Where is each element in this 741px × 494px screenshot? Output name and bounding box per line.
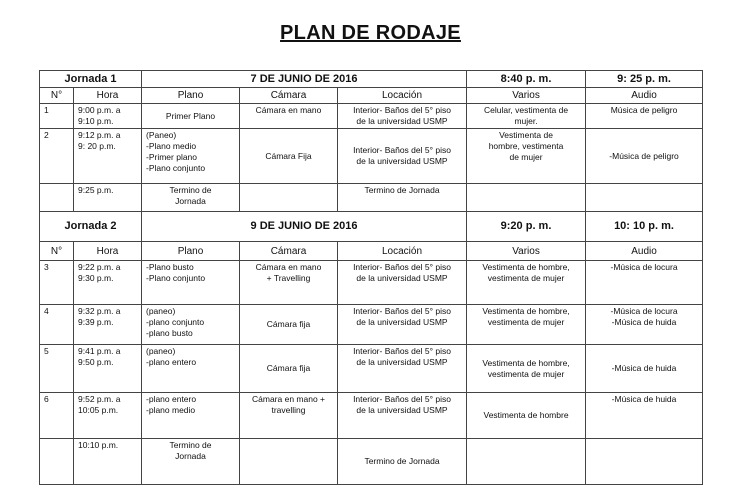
cell-varios (467, 439, 586, 485)
table-row (40, 184, 703, 212)
cell-camara: Cámara Fija (240, 129, 338, 184)
header-n: N° (40, 242, 74, 261)
jornada-end-time: 10: 10 p. m. (586, 212, 703, 242)
cell-plano: Termino de Jornada (142, 184, 240, 212)
cell-audio (586, 184, 703, 212)
cell-audio: -Música de locura (586, 261, 703, 305)
cell-hora: 9:00 p.m. a 9:10 p.m. (74, 104, 142, 129)
header-audio: Audio (586, 88, 703, 104)
header-hora: Hora (74, 242, 142, 261)
header-plano: Plano (142, 242, 240, 261)
cell-locacion: Interior- Baños del 5° piso de la universidad USMP (338, 261, 467, 305)
cell-hora: 9:12 p.m. a 9: 20 p.m. (74, 129, 142, 184)
jornada-1-header (40, 71, 703, 88)
cell-camara: Cámara fija (240, 345, 338, 393)
cell-varios: Vestimenta de hombre, vestimenta de mujer (467, 261, 586, 305)
jornada-end-time: 9: 25 p. m. (586, 71, 703, 88)
cell-hora: 9:32 p.m. a 9:39 p.m. (74, 305, 142, 345)
header-audio: Audio (586, 242, 703, 261)
header-hora: Hora (74, 88, 142, 104)
cell-hora: 9:25 p.m. (74, 184, 142, 212)
cell-hora: 10:10 p.m. (74, 439, 142, 485)
cell-camara (240, 439, 338, 485)
cell-n: 5 (40, 345, 74, 393)
cell-n: 3 (40, 261, 74, 305)
cell-n: 4 (40, 305, 74, 345)
header-camara: Cámara (240, 242, 338, 261)
cell-plano: (Paneo) -Plano medio -Primer plano -Plano conjunto (142, 129, 240, 184)
cell-locacion: Interior- Baños del 5° piso de la universidad USMP (338, 305, 467, 345)
cell-camara: Cámara en mano + travelling (240, 393, 338, 439)
jornada-2-header (40, 212, 703, 242)
page-title: PLAN DE RODAJE (280, 22, 461, 44)
cell-locacion: Interior- Baños del 5° piso de la universidad USMP (338, 345, 467, 393)
jornada-date: 9 DE JUNIO DE 2016 (142, 212, 467, 242)
cell-n: 2 (40, 129, 74, 184)
table-row (40, 305, 703, 345)
cell-plano: -plano entero -plano medio (142, 393, 240, 439)
jornada-date: 7 DE JUNIO DE 2016 (142, 71, 467, 88)
cell-camara: Cámara fija (240, 305, 338, 345)
table-row (40, 129, 703, 184)
cell-varios: Celular, vestimenta de mujer. (467, 104, 586, 129)
cell-plano: Termino de Jornada (142, 439, 240, 485)
table-row (40, 345, 703, 393)
cell-hora: 9:22 p.m. a 9:30 p.m. (74, 261, 142, 305)
header-plano: Plano (142, 88, 240, 104)
cell-locacion: Interior- Baños del 5° piso de la universidad USMP (338, 104, 467, 129)
cell-audio: -Música de huida (586, 393, 703, 439)
jornada-label: Jornada 1 (40, 71, 142, 88)
header-camara: Cámara (240, 88, 338, 104)
jornada-label: Jornada 2 (40, 212, 142, 242)
cell-hora: 9:41 p.m. a 9:50 p.m. (74, 345, 142, 393)
cell-varios: Vestimenta de hombre, vestimenta de mujer (467, 345, 586, 393)
cell-audio: Música de peligro (586, 104, 703, 129)
jornada-start-time: 8:40 p. m. (467, 71, 586, 88)
header-n: N° (40, 88, 74, 104)
cell-camara: Cámara en mano + Travelling (240, 261, 338, 305)
table-row (40, 104, 703, 129)
cell-varios: Vestimenta de hombre, vestimenta de mujer (467, 129, 586, 184)
cell-audio (586, 439, 703, 485)
header-locacion: Locación (338, 242, 467, 261)
jornada-start-time: 9:20 p. m. (467, 212, 586, 242)
cell-plano: (paneo) -plano entero (142, 345, 240, 393)
cell-locacion: Interior- Baños del 5° piso de la universidad USMP (338, 393, 467, 439)
header-varios: Varios (467, 88, 586, 104)
cell-plano: Primer Plano (142, 104, 240, 129)
cell-audio: -Música de locura -Música de huida (586, 305, 703, 345)
column-header-row (40, 88, 703, 104)
header-locacion: Locación (338, 88, 467, 104)
table-row (40, 439, 703, 485)
cell-plano: -Plano busto -Plano conjunto (142, 261, 240, 305)
cell-audio: -Música de peligro (586, 129, 703, 184)
cell-varios: Vestimenta de hombre (467, 393, 586, 439)
column-header-row (40, 242, 703, 261)
shooting-schedule-table (39, 70, 703, 485)
table-row (40, 261, 703, 305)
cell-hora: 9:52 p.m. a 10:05 p.m. (74, 393, 142, 439)
cell-varios (467, 184, 586, 212)
cell-locacion: Interior- Baños del 5° piso de la universidad USMP (338, 129, 467, 184)
cell-camara: Cámara en mano (240, 104, 338, 129)
cell-plano: (paneo) -plano conjunto -plano busto (142, 305, 240, 345)
cell-locacion: Termino de Jornada (338, 439, 467, 485)
cell-n: 1 (40, 104, 74, 129)
cell-audio: -Música de huida (586, 345, 703, 393)
cell-n: 6 (40, 393, 74, 439)
cell-camara (240, 184, 338, 212)
header-varios: Varios (467, 242, 586, 261)
cell-n (40, 439, 74, 485)
cell-locacion: Termino de Jornada (338, 184, 467, 212)
table-row (40, 393, 703, 439)
cell-varios: Vestimenta de hombre, vestimenta de mujer (467, 305, 586, 345)
cell-n (40, 184, 74, 212)
